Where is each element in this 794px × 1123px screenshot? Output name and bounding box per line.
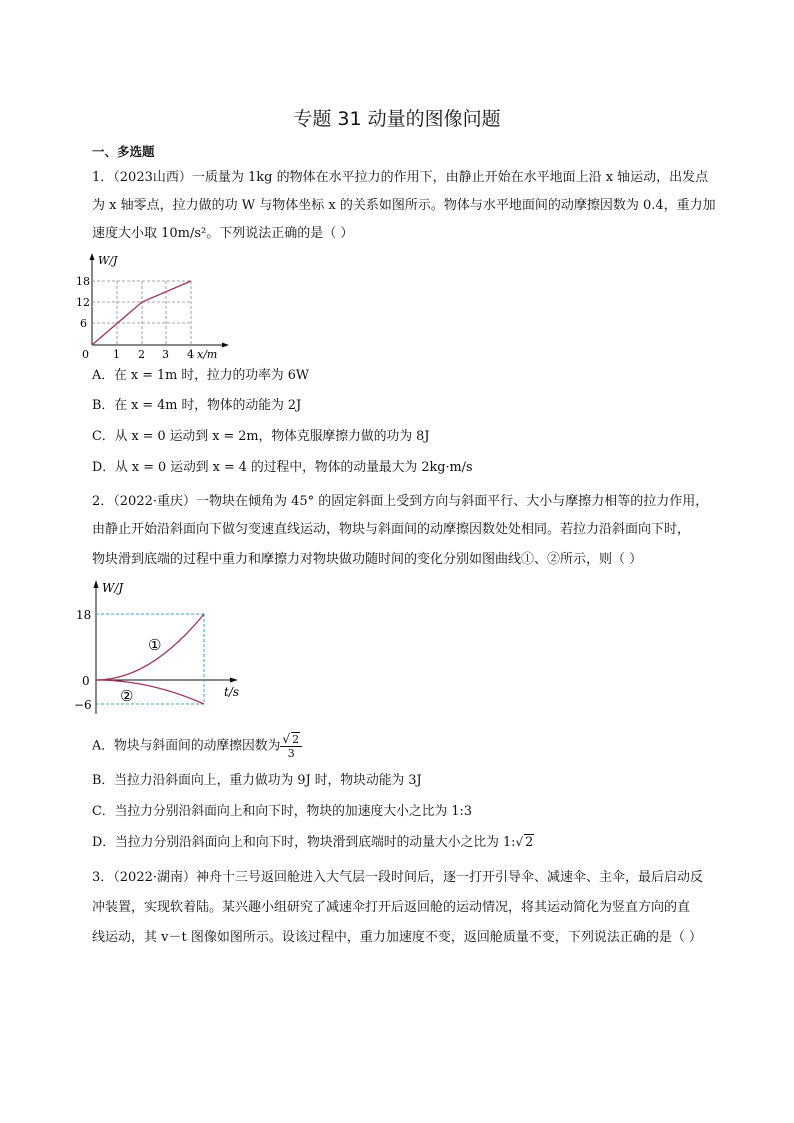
section-heading: 一、多选题	[92, 144, 155, 159]
chart-w-t	[72, 576, 262, 716]
q2-option-d-text: D．当拉力分别沿斜面向上和向下时，物块滑到底端时的动量大小之比为 1:	[92, 835, 516, 850]
q2-line-1: 2．（2022·重庆）一物块在倾角为 45° 的固定斜面上受到方向与斜面平行、大小与摩擦力相等的拉力作用，	[92, 494, 709, 509]
q1-line-2: 为 x 轴零点，拉力做的功 W 与物体坐标 x 的关系如图所示。物体与水平地面间的动摩擦因数为 0.4，重力加	[92, 198, 716, 213]
q2-line-2: 由静止开始沿斜面向下做匀变速直线运动，物块与斜面间的动摩擦因数处处相同。若拉力沿斜面向下时，	[92, 522, 691, 537]
q3-line-2: 冲装置，实现软着陆。某兴趣小组研究了减速伞打开后返回舱的运动情况，将其运动简化为竖直方向的直	[92, 900, 691, 915]
fraction-denominator: 3	[287, 747, 295, 760]
fraction-numerator: 2	[292, 733, 300, 746]
y-axis-label: W/J	[102, 581, 124, 595]
y-tick-18: 18	[76, 608, 92, 622]
chart-w-x	[74, 250, 234, 360]
x-axis-arrow	[222, 343, 229, 348]
q2-option-c: C．当拉力分别沿斜面向上和向下时，物块的加速度大小之比为 1:3	[92, 804, 472, 819]
q1-option-b: B．在 x = 4m 时，物体的动能为 2J	[92, 398, 302, 413]
q2-option-a-text: A．物块与斜面间的动摩擦因数为	[92, 738, 281, 754]
x-axis-label: x/m	[197, 348, 218, 360]
y-axis-label: W/J	[98, 254, 118, 267]
y-tick-6: 6	[80, 317, 87, 330]
guide-lines	[96, 614, 204, 704]
fraction: $\frac{√ 2}{3}$	[280, 732, 302, 760]
grid-lines	[92, 281, 191, 345]
q1-line-3: 速度大小取 10m/s²。下列说法正确的是（ ）	[92, 226, 354, 241]
x-axis-label: t/s	[224, 685, 240, 699]
q1-line-1: 1．（2023山西）一质量为 1kg 的物体在水平拉力的作用下，由静止开始在水平地面上沿 x 轴运动，出发点	[92, 170, 709, 185]
q1-option-c: C．从 x = 0 运动到 x = 2m，物体克服摩擦力做的功为 8J	[92, 429, 430, 444]
curve-2	[96, 680, 204, 704]
y-tick-neg6: −6	[74, 698, 92, 712]
x-tick-4: 4	[187, 348, 194, 360]
y-tick-0: 0	[82, 674, 90, 688]
x-tick-0: 0	[82, 348, 89, 360]
w-x-curve	[92, 281, 191, 345]
y-axis-arrow	[94, 580, 99, 588]
x-tick-1: 1	[113, 348, 120, 360]
curve-1-label: ①	[148, 636, 162, 654]
page-title: 专题 31 动量的图像问题	[293, 108, 501, 130]
q1-option-d: D．从 x = 0 运动到 x = 4 的过程中，物体的动量最大为 2kg·m/s	[92, 460, 473, 475]
y-tick-12: 12	[76, 296, 90, 309]
y-tick-18: 18	[76, 275, 90, 288]
x-axis-arrow	[230, 678, 238, 683]
q2-option-b: B．当拉力沿斜面向上，重力做功为 9J 时，物块动能为 3J	[92, 773, 422, 788]
q2-line-3: 物块滑到底端的过程中重力和摩擦力对物块做功随时间的变化分别如图曲线①、②所示，则（ ）	[92, 552, 643, 567]
x-tick-3: 3	[162, 348, 169, 360]
q2-option-d: D．当拉力分别沿斜面向上和向下时，物块滑到底端时的动量大小之比为 1:√ 2	[92, 835, 534, 850]
q3-line-1: 3．（2022·湖南）神舟十三号返回舱进入大气层一段时间后，逐一打开引导伞、减速伞、主伞，最后启动反	[92, 870, 703, 885]
y-axis-arrow	[90, 253, 95, 260]
curve-2-label: ②	[120, 687, 134, 705]
x-tick-2: 2	[138, 348, 145, 360]
q3-line-3: 线运动，其 v－t 图像如图所示。设该过程中，重力加速度不变，返回舱质量不变，下列说法正确的是（ ）	[92, 930, 702, 945]
q2-option-a	[92, 732, 302, 760]
q1-option-a: A．在 x = 1m 时，拉力的功率为 6W	[92, 368, 310, 383]
radicand: 2	[525, 835, 534, 850]
